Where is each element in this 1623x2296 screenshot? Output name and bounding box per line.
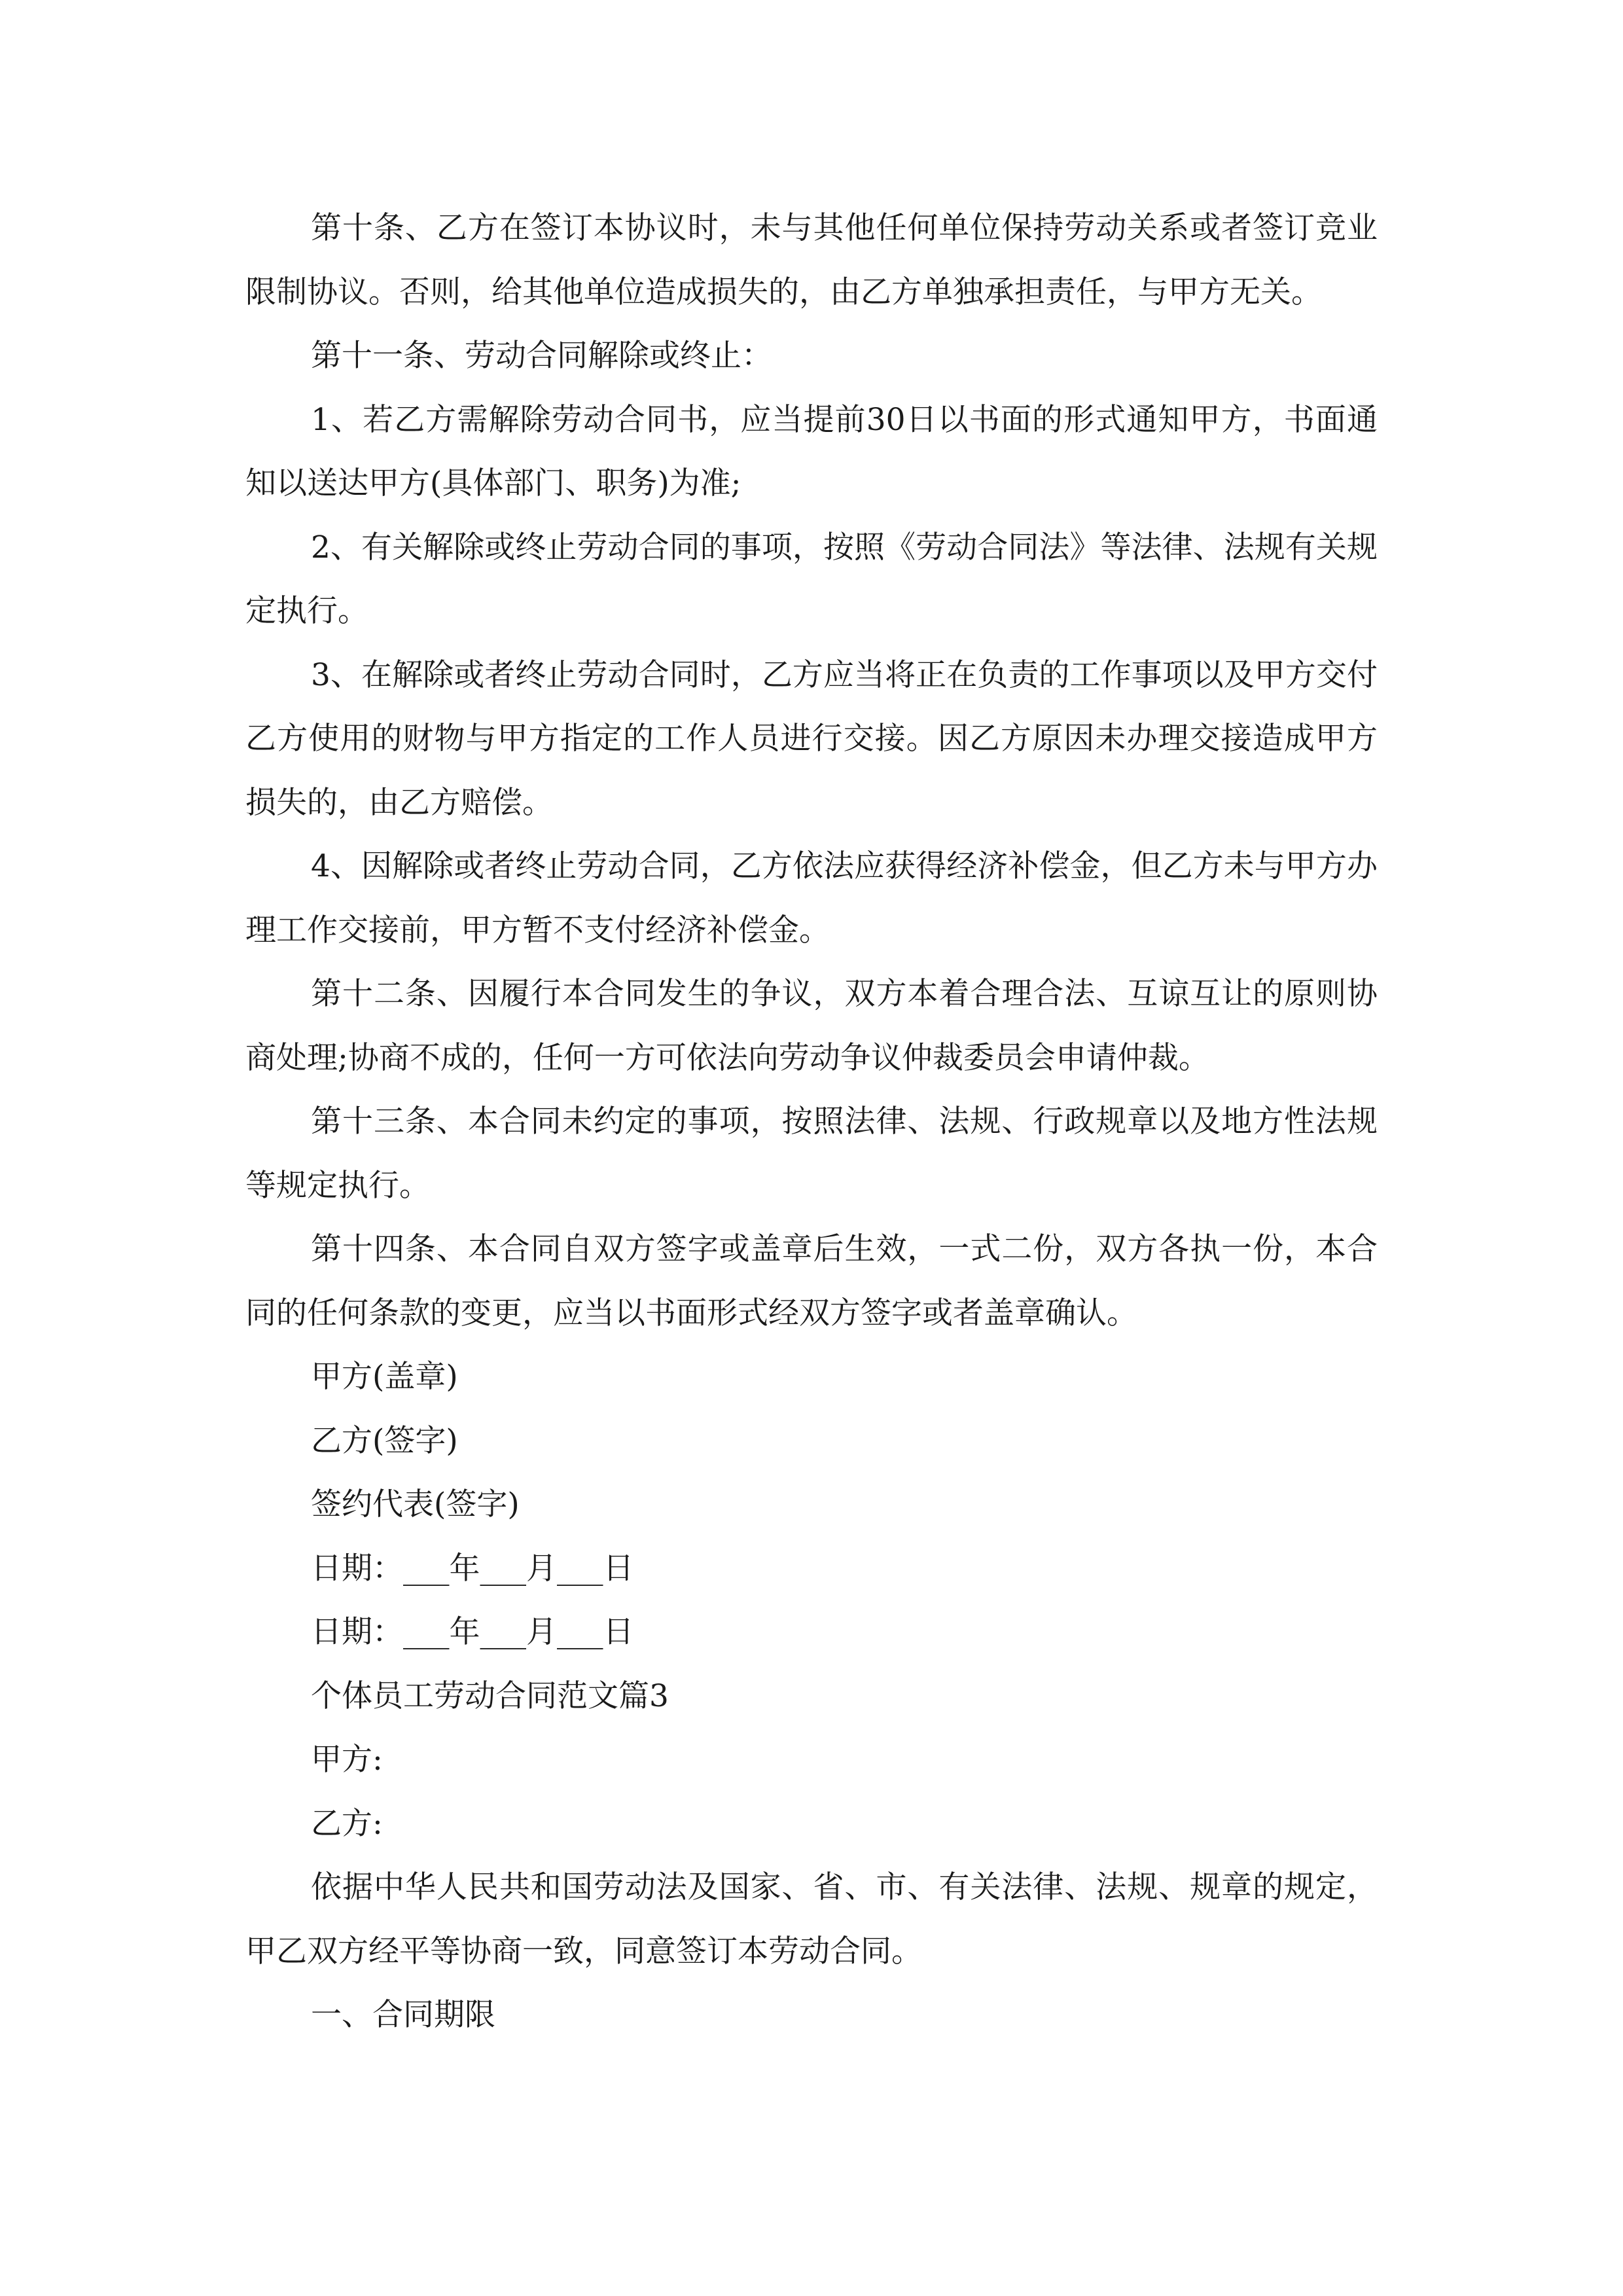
date-line-2: 日期：___年___月___日 xyxy=(311,1614,634,1650)
clause-13-paragraph: 第十三条、本合同未约定的事项，按照法律、法规、行政规章以及地方性法规等规定执行。 xyxy=(245,1103,1378,1204)
clause-14-paragraph: 第十四条、本合同自双方签字或盖章后生效，一式二份，双方各执一份，本合同的任何条款的变更，应当以书面形式经双方签字或者盖章确认。 xyxy=(245,1231,1378,1331)
clause-11-item-3: 3、在解除或者终止劳动合同时，乙方应当将正在负责的工作事项以及甲方交付乙方使用的财物与甲方指定的工作人员进行交接。因乙方原因未办理交接造成甲方损失的，由乙方赔偿。 xyxy=(245,656,1378,821)
clause-10-paragraph: 第十条、乙方在签订本协议时，未与其他任何单位保持劳动关系或者签订竞业限制协议。否则，给其他单位造成损失的，由乙方单独承担责任，与甲方无关。 xyxy=(245,210,1378,310)
party-a-seal-line: 甲方(盖章) xyxy=(311,1359,458,1395)
clause-11-heading: 第十一条、劳动合同解除或终止： xyxy=(311,338,772,374)
representative-signature-line: 签约代表(签字) xyxy=(311,1486,520,1522)
clause-11-item-2: 2、有关解除或终止劳动合同的事项，按照《劳动合同法》等法律、法规有关规定执行。 xyxy=(245,529,1378,629)
party-b-line: 乙方: xyxy=(311,1805,383,1842)
section-title: 个体员工劳动合同范文篇3 xyxy=(311,1677,669,1714)
clause-12-paragraph: 第十二条、因履行本合同发生的争议，双方本着合理合法、互谅互让的原则协商处理;协商不成的，任何一方可依法向劳动争议仲裁委员会申请仲裁。 xyxy=(245,976,1378,1076)
date-line-1: 日期：___年___月___日 xyxy=(311,1550,634,1587)
preamble-paragraph: 依据中华人民共和国劳动法及国家、省、市、有关法律、法规、规章的规定，甲乙双方经平等协商一致，同意签订本劳动合同。 xyxy=(245,1869,1378,1969)
clause-11-item-1: 1、若乙方需解除劳动合同书，应当提前30日以书面的形式通知甲方，书面通知以送达甲方(具体部门、职务)为准; xyxy=(245,401,1378,501)
party-b-signature-line: 乙方(签字) xyxy=(311,1422,458,1459)
clause-11-item-4: 4、因解除或者终止劳动合同，乙方依法应获得经济补偿金，但乙方未与甲方办理工作交接前，甲方暂不支付经济补偿金。 xyxy=(245,848,1378,948)
party-a-line: 甲方: xyxy=(311,1742,383,1778)
contract-body xyxy=(245,196,1378,2047)
contract-term-heading: 一、合同期限 xyxy=(311,1997,495,2033)
